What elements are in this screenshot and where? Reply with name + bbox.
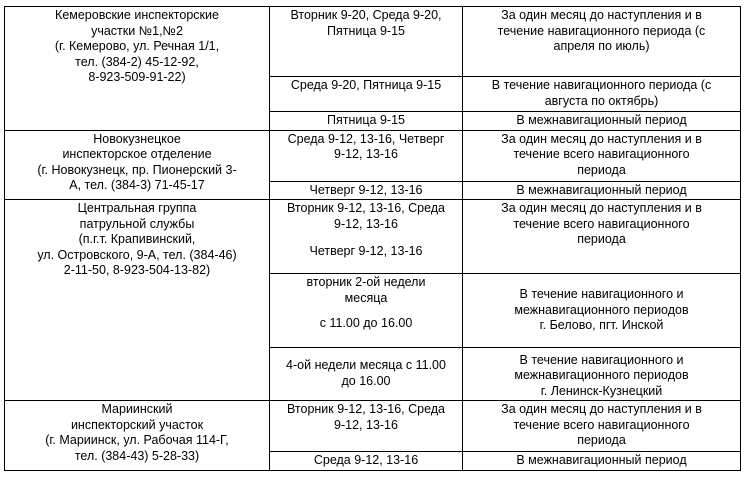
org-line: инспекторское отделение (62, 147, 212, 161)
period-line: г. Ленинск-Кузнецкий (540, 383, 663, 398)
org-line: ул. Островского, 9-А, тел. (384-46) (37, 247, 237, 262)
schedule-cell (270, 77, 463, 112)
period-cell (463, 130, 741, 181)
org-line: 2-11-50, 8-923-504-13-82) (63, 263, 211, 277)
org-line: А, тел. (384-3) 71-45-17 (69, 178, 205, 192)
schedule-line: Четверг 9-12, 13-16 (309, 182, 423, 197)
schedule-line: Среда 9-12, 13-16, Четверг (287, 131, 445, 146)
schedule-line: 4-ой недели месяца с 11.00 (286, 358, 446, 372)
schedule-line: вторник 2-ой недели (306, 275, 426, 289)
schedule-line: 9-12, 13-16 (334, 147, 398, 161)
period-line: течение всего навигационного (513, 417, 690, 432)
schedule-line: Пятница 9-15 (327, 23, 405, 38)
table-row (5, 130, 741, 181)
org-line: (г. Новокузнецк, пр. Пионерский 3- (37, 162, 237, 177)
period-line: течение всего навигационного (513, 147, 690, 161)
schedule-line: Вторник 9-20, Среда 9-20, (290, 8, 442, 22)
schedule-line: до 16.00 (341, 373, 391, 388)
period-line: периода (577, 232, 626, 246)
schedule-cell (270, 130, 463, 181)
org-cell (5, 130, 270, 200)
period-cell (463, 401, 741, 452)
org-line: участки №1,№2 (91, 23, 183, 38)
org-cell (5, 7, 270, 131)
period-cell (463, 77, 741, 112)
period-line: периода (577, 433, 626, 447)
org-line: инспекторский участок (70, 417, 204, 432)
table-row (5, 200, 741, 274)
period-cell (463, 348, 741, 401)
org-line: тел. (384-43) 5-28-33) (74, 448, 200, 463)
period-line: апреля по июль) (553, 39, 650, 53)
schedule-cell (270, 348, 463, 401)
period-line: За один месяц до наступления и в (501, 402, 702, 416)
schedule-line: месяца (344, 290, 388, 305)
org-line: (п.г.т. Крапивинский, (78, 232, 196, 246)
schedule-line: Среда 9-20, Пятница 9-15 (290, 78, 442, 92)
table-row (5, 7, 741, 77)
period-cell (463, 274, 741, 348)
period-line: г. Белово, пгт. Инской (539, 318, 664, 333)
org-cell (5, 200, 270, 401)
org-line: патрульной службы (79, 216, 195, 231)
period-line: В течение навигационного и (519, 352, 684, 367)
schedule-cell (270, 452, 463, 471)
period-line: В межнавигационный период (516, 182, 687, 197)
period-line: За один месяц до наступления и в (501, 131, 702, 146)
spacer (273, 306, 459, 316)
schedule-cell (270, 274, 463, 348)
schedule-cell (270, 7, 463, 77)
schedule-line: Среда 9-12, 13-16 (313, 453, 419, 467)
period-line: За один месяц до наступления и в (501, 8, 702, 22)
period-cell (463, 112, 741, 131)
period-line: В межнавигационный период (516, 453, 687, 467)
schedule-table (4, 6, 741, 471)
org-line: Новокузнецкое (93, 131, 181, 146)
org-line: Центральная группа (77, 201, 197, 215)
org-line: 8-923-509-91-22) (88, 70, 186, 84)
period-line: августа по октябрь) (544, 93, 659, 108)
schedule-cell (270, 200, 463, 274)
org-line: Мариинский (101, 402, 173, 416)
period-line: В межнавигационный период (516, 113, 687, 127)
period-line: течение всего навигационного (513, 216, 690, 231)
schedule-cell (270, 401, 463, 452)
schedule-cell (270, 112, 463, 131)
org-line: (г. Мариинск, ул. Рабочая 114-Г, (45, 433, 229, 447)
period-line: В течение навигационного периода (с (491, 78, 712, 92)
period-cell (463, 181, 741, 200)
schedule-line: с 11.00 до 16.00 (319, 316, 413, 330)
period-line: За один месяц до наступления и в (501, 201, 702, 215)
period-cell (463, 452, 741, 471)
org-line: тел. (384-2) 45-12-92, (75, 54, 199, 69)
org-line: Кемеровские инспекторские (55, 8, 219, 22)
period-cell (463, 200, 741, 274)
period-line: В течение навигационного и (519, 287, 684, 302)
period-line: межнавигационного периодов (514, 302, 689, 317)
schedule-line: Вторник 9-12, 13-16, Среда (286, 402, 446, 416)
schedule-line: 9-12, 13-16 (334, 417, 398, 432)
period-line: межнавигационного периодов (514, 368, 689, 382)
org-line: (г. Кемерово, ул. Речная 1/1, (54, 39, 220, 53)
schedule-cell (270, 181, 463, 200)
schedule-line: Четверг 9-12, 13-16 (309, 244, 423, 258)
table-row (5, 401, 741, 452)
period-line: течение навигационного периода (с (497, 23, 706, 38)
spacer (273, 232, 459, 244)
org-cell (5, 401, 270, 471)
schedule-line: Вторник 9-12, 13-16, Среда (286, 201, 446, 215)
schedule-line: 9-12, 13-16 (334, 216, 398, 231)
period-line: периода (577, 162, 626, 177)
schedule-line: Пятница 9-15 (327, 113, 405, 127)
period-cell (463, 7, 741, 77)
